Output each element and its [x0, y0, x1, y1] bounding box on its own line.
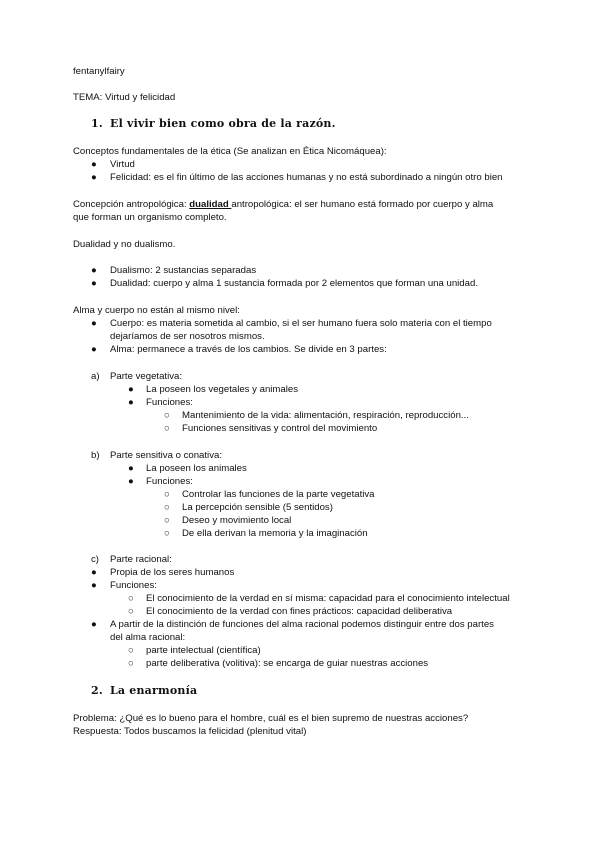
sensitiva-label: b)	[91, 450, 100, 461]
vegetativa-sub: Funciones sensitivas y control del movimiento	[182, 423, 378, 434]
racional-label: c)	[91, 554, 99, 565]
concepcion-rest: antropológica: el ser humano está formado por cuerpo y alma	[231, 199, 494, 210]
bullet-circle: ○	[164, 489, 170, 500]
section-2-title: La enarmonía	[110, 684, 198, 697]
bullet-disc: ●	[91, 318, 97, 329]
bullet-disc: ●	[91, 567, 97, 578]
bullet-disc: ●	[128, 397, 134, 408]
bullet-disc: ●	[91, 172, 97, 183]
vegetativa-funciones: Funciones:	[146, 397, 193, 408]
racional-partir-1: A partir de la distinción de funciones del alma racional podemos distinguir entre dos partes	[110, 619, 494, 630]
racional-parte: parte deliberativa (volitiva): se encarga de guiar nuestras acciones	[146, 658, 429, 669]
concepcion-line-1	[73, 199, 493, 211]
concepcion-line-2: que forman un organismo completo.	[73, 212, 227, 223]
bullet-circle: ○	[164, 528, 170, 539]
bullet-disc: ●	[91, 265, 97, 276]
bullet-disc: ●	[91, 159, 97, 170]
sensitiva-title: Parte sensitiva o conativa:	[110, 450, 222, 461]
racional-funciones: Funciones:	[110, 580, 157, 591]
dualidad-item: Dualidad: cuerpo y alma 1 sustancia formada por 2 elementos que forman una unidad.	[110, 278, 478, 289]
sensitiva-funciones: Funciones:	[146, 476, 193, 487]
bullet-disc: ●	[128, 463, 134, 474]
bullet-circle: ○	[164, 410, 170, 421]
vegetativa-sub: Mantenimiento de la vida: alimentación, respiración, reproducción...	[182, 410, 469, 421]
racional-title: Parte racional:	[110, 554, 172, 565]
dualidad-item: Dualismo: 2 sustancias separadas	[110, 265, 257, 276]
bullet-circle: ○	[128, 606, 134, 617]
sensitiva-sub: Controlar las funciones de la parte vegetativa	[182, 489, 375, 500]
topic-line: TEMA: Virtud y felicidad	[73, 92, 176, 103]
bullet-disc: ●	[91, 619, 97, 630]
conceptos-item: Virtud	[110, 159, 135, 170]
bullet-disc: ●	[128, 476, 134, 487]
racional-sub: El conocimiento de la verdad con fines prácticos: capacidad deliberativa	[146, 606, 453, 617]
sensitiva-poseen: La poseen los animales	[146, 463, 247, 474]
bullet-circle: ○	[128, 645, 134, 656]
bullet-disc: ●	[91, 278, 97, 289]
sensitiva-sub: La percepción sensible (5 sentidos)	[182, 502, 333, 513]
bullet-circle: ○	[164, 515, 170, 526]
cuerpo-line-1: Cuerpo: es materia sometida al cambio, si el ser humano fuera solo materia con el tiempo	[110, 318, 492, 329]
bullet-circle: ○	[128, 658, 134, 669]
section-1-title: El vivir bien como obra de la razón.	[110, 117, 336, 130]
conceptos-intro: Conceptos fundamentales de la ética (Se analizan en Ética Nicomáquea):	[73, 146, 387, 157]
problema-line: Problema: ¿Qué es lo bueno para el hombre, cuál es el bien supremo de nuestras acciones?	[73, 713, 469, 724]
alma-item: Alma: permanece a través de los cambios. Se divide en 3 partes:	[110, 344, 387, 355]
bullet-disc: ●	[91, 580, 97, 591]
cuerpo-line-2: dejaríamos de ser nosotros mismos.	[110, 331, 265, 342]
racional-sub: El conocimiento de la verdad en sí misma: capacidad para el conocimiento intelectual	[146, 593, 510, 604]
sensitiva-sub: Deseo y movimiento local	[182, 515, 292, 526]
alma-intro: Alma y cuerpo no están al mismo nivel:	[73, 305, 240, 316]
bullet-circle: ○	[164, 502, 170, 513]
bullet-disc: ●	[128, 384, 134, 395]
racional-partir-2: del alma racional:	[110, 632, 186, 643]
vegetativa-title: Parte vegetativa:	[110, 371, 182, 382]
vegetativa-poseen: La poseen los vegetales y animales	[146, 384, 298, 395]
vegetativa-label: a)	[91, 371, 100, 382]
respuesta-line: Respuesta: Todos buscamos la felicidad (plenitud vital)	[73, 726, 307, 737]
section-1-number: 1.	[91, 117, 103, 130]
bullet-circle: ○	[128, 593, 134, 604]
racional-propia: Propia de los seres humanos	[110, 567, 235, 578]
author-name: fentanylfairy	[73, 66, 125, 77]
sensitiva-sub: De ella derivan la memoria y la imaginación	[182, 528, 368, 539]
concepcion-term: dualidad	[189, 199, 232, 210]
racional-parte: parte intelectual (científica)	[146, 645, 261, 656]
dualidad-title: Dualidad y no dualismo.	[73, 239, 176, 250]
conceptos-item: Felicidad: es el fin último de las acciones humanas y no está subordinado a ningún otro bien	[110, 172, 503, 183]
concepcion-lead: Concepción antropológica:	[73, 199, 190, 210]
bullet-circle: ○	[164, 423, 170, 434]
section-2-number: 2.	[91, 684, 103, 697]
bullet-disc: ●	[91, 344, 97, 355]
